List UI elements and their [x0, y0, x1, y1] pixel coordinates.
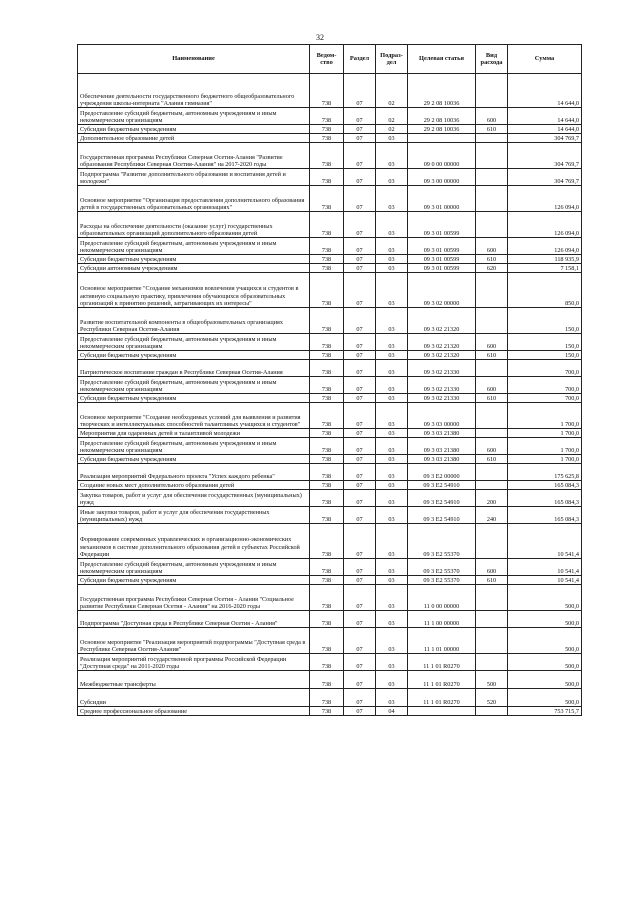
- cell-expense: [476, 212, 508, 238]
- cell-name: Предоставление субсидий бюджетным, автономным учреждениям и иным некоммерческим организациям: [78, 238, 310, 255]
- header-section: Раздел: [344, 45, 376, 74]
- cell-name: Среднее профессиональное образование: [78, 707, 310, 716]
- cell-section: 07: [344, 143, 376, 169]
- cell-subsection: 03: [376, 134, 408, 143]
- cell-target: [408, 707, 476, 716]
- cell-subsection: 03: [376, 524, 408, 559]
- cell-target: 11 1 01 00000: [408, 628, 476, 654]
- cell-subsection: 03: [376, 360, 408, 377]
- cell-sum: 10 541,4: [508, 576, 582, 585]
- cell-section: 07: [344, 403, 376, 429]
- cell-subsection: 03: [376, 585, 408, 611]
- cell-target: 09 3 01 00599: [408, 264, 476, 273]
- cell-target: 09 3 01 00599: [408, 212, 476, 238]
- cell-sum: 304 769,7: [508, 134, 582, 143]
- cell-subsection: 02: [376, 74, 408, 108]
- cell-target: 09 3 01 00000: [408, 186, 476, 212]
- cell-subsection: 03: [376, 351, 408, 360]
- cell-target: 09 3 02 21330: [408, 394, 476, 403]
- table-row: [78, 264, 582, 273]
- cell-target: 11 1 01 R0270: [408, 671, 476, 689]
- cell-expense: 610: [476, 125, 508, 134]
- cell-subsection: 02: [376, 125, 408, 134]
- cell-target: 11 1 01 R0270: [408, 689, 476, 707]
- cell-sum: 150,0: [508, 334, 582, 351]
- cell-name: Предоставление субсидий бюджетным, автономным учреждениям и иным некоммерческим организациям: [78, 559, 310, 576]
- cell-dept: 738: [310, 334, 344, 351]
- cell-sum: 500,0: [508, 654, 582, 671]
- cell-sum: 14 644,0: [508, 125, 582, 134]
- cell-expense: [476, 524, 508, 559]
- header-dept: Ведом-ство: [310, 45, 344, 74]
- cell-section: 07: [344, 394, 376, 403]
- cell-section: 07: [344, 134, 376, 143]
- cell-section: 07: [344, 351, 376, 360]
- cell-expense: [476, 360, 508, 377]
- cell-name: Патриотическое воспитание граждан в Республике Северная Осетия-Алания: [78, 360, 310, 377]
- table-row: [78, 654, 582, 671]
- cell-sum: 165 084,3: [508, 481, 582, 490]
- table-row: [78, 403, 582, 429]
- cell-section: 07: [344, 611, 376, 628]
- cell-subsection: 03: [376, 455, 408, 464]
- cell-section: 07: [344, 707, 376, 716]
- cell-expense: [476, 585, 508, 611]
- table-row: [78, 576, 582, 585]
- cell-dept: 738: [310, 169, 344, 186]
- cell-section: 07: [344, 464, 376, 481]
- cell-subsection: 03: [376, 628, 408, 654]
- cell-name: Создание новых мест дополнительного образования детей: [78, 481, 310, 490]
- cell-sum: 126 094,0: [508, 212, 582, 238]
- cell-expense: 610: [476, 455, 508, 464]
- cell-target: 09 3 03 21380: [408, 429, 476, 438]
- cell-sum: 700,0: [508, 360, 582, 377]
- cell-section: 07: [344, 429, 376, 438]
- cell-sum: 753 715,7: [508, 707, 582, 716]
- cell-name: Основное мероприятие "Организация предоставления дополнительного образования детей в государственных образовательных организациях": [78, 186, 310, 212]
- cell-section: 07: [344, 108, 376, 125]
- cell-expense: [476, 464, 508, 481]
- cell-sum: 126 094,0: [508, 186, 582, 212]
- cell-target: 09 3 E2 54910: [408, 507, 476, 524]
- cell-section: 07: [344, 212, 376, 238]
- cell-target: 09 3 01 00599: [408, 238, 476, 255]
- cell-name: Развитие воспитательной компоненты в общеобразовательных организациях Республики Северная Осетия-Алания: [78, 308, 310, 334]
- cell-target: 09 3 01 00599: [408, 255, 476, 264]
- cell-expense: 610: [476, 255, 508, 264]
- cell-sum: 150,0: [508, 308, 582, 334]
- table-row: [78, 559, 582, 576]
- cell-section: 07: [344, 238, 376, 255]
- cell-subsection: 03: [376, 394, 408, 403]
- cell-expense: 600: [476, 108, 508, 125]
- cell-sum: 118 935,9: [508, 255, 582, 264]
- cell-name: Мероприятия для одаренных детей и талантливой молодежи: [78, 429, 310, 438]
- cell-target: 09 3 E2 54910: [408, 490, 476, 507]
- cell-name: Субсидии бюджетным учреждениям: [78, 576, 310, 585]
- cell-section: 07: [344, 255, 376, 264]
- table-row: [78, 255, 582, 264]
- cell-name: Закупка товаров, работ и услуг для обеспечения государственных (муниципальных) нужд: [78, 490, 310, 507]
- cell-subsection: 03: [376, 186, 408, 212]
- cell-subsection: 03: [376, 238, 408, 255]
- cell-section: 07: [344, 524, 376, 559]
- cell-sum: 7 158,1: [508, 264, 582, 273]
- cell-dept: 738: [310, 671, 344, 689]
- cell-dept: 738: [310, 559, 344, 576]
- cell-section: 07: [344, 559, 376, 576]
- cell-expense: 600: [476, 438, 508, 455]
- cell-subsection: 03: [376, 273, 408, 308]
- cell-dept: 738: [310, 455, 344, 464]
- cell-name: Государственная программа Республики Северная Осетия - Алания "Социальное развитие Республики Северная Осетия - Алания" на 2016-2020 годы: [78, 585, 310, 611]
- cell-section: 07: [344, 628, 376, 654]
- cell-expense: 520: [476, 689, 508, 707]
- cell-dept: 738: [310, 74, 344, 108]
- cell-dept: 738: [310, 377, 344, 394]
- header-subsection: Подраз-дел: [376, 45, 408, 74]
- table-row: [78, 438, 582, 455]
- table-row: [78, 429, 582, 438]
- header-name: Наименование: [78, 45, 310, 74]
- cell-section: 07: [344, 654, 376, 671]
- cell-target: 29 2 08 10036: [408, 74, 476, 108]
- cell-section: 07: [344, 490, 376, 507]
- cell-dept: 738: [310, 403, 344, 429]
- cell-dept: 738: [310, 689, 344, 707]
- table-row: [78, 334, 582, 351]
- cell-sum: 850,0: [508, 273, 582, 308]
- cell-expense: [476, 74, 508, 108]
- cell-dept: 738: [310, 429, 344, 438]
- cell-target: 09 3 E2 55370: [408, 559, 476, 576]
- cell-section: 07: [344, 438, 376, 455]
- cell-dept: 738: [310, 125, 344, 134]
- cell-target: 09 3 03 00000: [408, 403, 476, 429]
- cell-target: 09 3 02 00000: [408, 273, 476, 308]
- cell-name: Предоставление субсидий бюджетным, автономным учреждениям и иным некоммерческим организациям: [78, 334, 310, 351]
- cell-name: Предоставление субсидий бюджетным, автономным учреждениям и иным некоммерческим организациям: [78, 438, 310, 455]
- table-header-row: [78, 45, 582, 74]
- page-number: 32: [316, 33, 324, 42]
- cell-name: Основное мероприятие "Создание необходимых условий для выявления и развития творческих и интеллектуальных способностей талантливых учащихся и студентов": [78, 403, 310, 429]
- cell-name: Субсидии автономным учреждениям: [78, 264, 310, 273]
- table-row: [78, 143, 582, 169]
- cell-subsection: 04: [376, 707, 408, 716]
- cell-section: 07: [344, 264, 376, 273]
- table-row: [78, 689, 582, 707]
- cell-section: 07: [344, 585, 376, 611]
- cell-dept: 738: [310, 264, 344, 273]
- cell-section: 07: [344, 186, 376, 212]
- cell-name: Подпрограмма "Доступная среда в Республике Северная Осетия - Алания": [78, 611, 310, 628]
- cell-name: Субсидии бюджетным учреждениям: [78, 394, 310, 403]
- cell-name: Обеспечение деятельности государственного бюджетного общеобразовательного учреждения школы-интерната "Алания гимназия": [78, 74, 310, 108]
- cell-subsection: 03: [376, 481, 408, 490]
- cell-dept: 738: [310, 524, 344, 559]
- cell-section: 07: [344, 74, 376, 108]
- cell-subsection: 03: [376, 255, 408, 264]
- cell-name: Межбюджетные трансферты: [78, 671, 310, 689]
- cell-name: Расходы на обеспечение деятельности (оказание услуг) государственных образовательных организаций дополнительного образования детей: [78, 212, 310, 238]
- cell-target: 09 3 00 00000: [408, 169, 476, 186]
- cell-dept: 738: [310, 238, 344, 255]
- cell-expense: [476, 654, 508, 671]
- table-row: [78, 671, 582, 689]
- cell-expense: 610: [476, 394, 508, 403]
- cell-dept: 738: [310, 143, 344, 169]
- cell-expense: [476, 308, 508, 334]
- cell-sum: 10 541,4: [508, 524, 582, 559]
- cell-target: 09 0 00 00000: [408, 143, 476, 169]
- cell-name: Субсидии бюджетным учреждениям: [78, 455, 310, 464]
- cell-dept: 738: [310, 186, 344, 212]
- cell-target: 09 3 02 21320: [408, 308, 476, 334]
- cell-dept: 738: [310, 351, 344, 360]
- cell-dept: 738: [310, 654, 344, 671]
- cell-subsection: 03: [376, 169, 408, 186]
- table-row: [78, 490, 582, 507]
- cell-target: 11 1 01 R0270: [408, 654, 476, 671]
- cell-name: Государственная программа Республики Северная Осетия-Алания "Развитие образования Республики Северная Осетия-Алания" на 2017-2020 годы: [78, 143, 310, 169]
- cell-name: Основное мероприятие "Реализация мероприятий подпрограммы "Доступная среда в Республике Северная Осетия-Алания": [78, 628, 310, 654]
- cell-dept: 738: [310, 134, 344, 143]
- cell-subsection: 02: [376, 108, 408, 125]
- table-row: [78, 507, 582, 524]
- cell-dept: 738: [310, 464, 344, 481]
- table-row: [78, 186, 582, 212]
- table-row: [78, 394, 582, 403]
- table-row: [78, 360, 582, 377]
- cell-subsection: 03: [376, 654, 408, 671]
- cell-dept: 738: [310, 255, 344, 264]
- cell-sum: 1 700,0: [508, 403, 582, 429]
- cell-subsection: 03: [376, 576, 408, 585]
- cell-subsection: 03: [376, 212, 408, 238]
- cell-name: Предоставление субсидий бюджетным, автономным учреждениям и иным некоммерческим организациям: [78, 108, 310, 125]
- header-target: Целевая статья: [408, 45, 476, 74]
- cell-expense: [476, 429, 508, 438]
- cell-sum: 150,0: [508, 351, 582, 360]
- cell-subsection: 03: [376, 689, 408, 707]
- table-row: [78, 238, 582, 255]
- cell-expense: [476, 628, 508, 654]
- cell-dept: 738: [310, 507, 344, 524]
- cell-section: 07: [344, 671, 376, 689]
- cell-target: 09 3 02 21320: [408, 351, 476, 360]
- cell-expense: 200: [476, 490, 508, 507]
- cell-name: Субсидии бюджетным учреждениям: [78, 125, 310, 134]
- cell-expense: 620: [476, 264, 508, 273]
- cell-sum: 14 644,0: [508, 108, 582, 125]
- cell-expense: 500: [476, 671, 508, 689]
- cell-subsection: 03: [376, 490, 408, 507]
- cell-expense: [476, 143, 508, 169]
- cell-sum: 126 094,0: [508, 238, 582, 255]
- cell-target: 11 0 00 00000: [408, 585, 476, 611]
- cell-name: Субсидии бюджетным учреждениям: [78, 351, 310, 360]
- cell-subsection: 03: [376, 438, 408, 455]
- cell-dept: 738: [310, 394, 344, 403]
- cell-sum: 14 644,0: [508, 74, 582, 108]
- cell-sum: 700,0: [508, 377, 582, 394]
- cell-sum: 304 769,7: [508, 143, 582, 169]
- cell-subsection: 03: [376, 377, 408, 394]
- cell-expense: 240: [476, 507, 508, 524]
- cell-sum: 500,0: [508, 628, 582, 654]
- cell-dept: 738: [310, 707, 344, 716]
- cell-sum: 1 700,0: [508, 438, 582, 455]
- cell-dept: 738: [310, 611, 344, 628]
- cell-target: 09 3 02 21330: [408, 377, 476, 394]
- table-row: [78, 628, 582, 654]
- cell-expense: [476, 169, 508, 186]
- cell-sum: 700,0: [508, 394, 582, 403]
- cell-dept: 738: [310, 212, 344, 238]
- cell-dept: 738: [310, 308, 344, 334]
- table-row: [78, 707, 582, 716]
- cell-subsection: 03: [376, 671, 408, 689]
- cell-sum: 304 769,7: [508, 169, 582, 186]
- cell-dept: 738: [310, 628, 344, 654]
- cell-section: 07: [344, 334, 376, 351]
- cell-target: 11 1 00 00000: [408, 611, 476, 628]
- cell-name: Формирование современных управленческих и организационно-экономических механизмов в системе дополнительного образования детей в субъектах Российской Федерации: [78, 524, 310, 559]
- cell-name: Иные закупки товаров, работ и услуг для обеспечения государственных (муниципальных) нужд: [78, 507, 310, 524]
- cell-name: Дополнительное образование детей: [78, 134, 310, 143]
- cell-expense: [476, 707, 508, 716]
- cell-sum: 10 541,4: [508, 559, 582, 576]
- cell-sum: 500,0: [508, 671, 582, 689]
- cell-target: 29 2 08 10036: [408, 108, 476, 125]
- cell-subsection: 03: [376, 611, 408, 628]
- table-row: [78, 464, 582, 481]
- cell-section: 07: [344, 481, 376, 490]
- cell-target: 09 3 03 21380: [408, 438, 476, 455]
- table-row: [78, 481, 582, 490]
- table-row: [78, 524, 582, 559]
- cell-section: 07: [344, 377, 376, 394]
- cell-target: 29 2 08 10036: [408, 125, 476, 134]
- table-row: [78, 455, 582, 464]
- cell-section: 07: [344, 689, 376, 707]
- table-row: [78, 125, 582, 134]
- cell-target: 09 3 02 21330: [408, 360, 476, 377]
- cell-dept: 738: [310, 481, 344, 490]
- cell-name: Основное мероприятие "Создание механизмов вовлечения учащихся и студентов в активную социальную практику, привлечения обучающихся образовательных организаций к принятию решений, затрагивающих их интересы": [78, 273, 310, 308]
- cell-expense: [476, 273, 508, 308]
- table-row: [78, 611, 582, 628]
- table-row: [78, 212, 582, 238]
- cell-expense: [476, 403, 508, 429]
- cell-dept: 738: [310, 360, 344, 377]
- cell-expense: 600: [476, 377, 508, 394]
- cell-dept: 738: [310, 108, 344, 125]
- cell-section: 07: [344, 169, 376, 186]
- cell-name: Подпрограмма "Развитие дополнительного образования и воспитания детей и молодежи": [78, 169, 310, 186]
- cell-section: 07: [344, 273, 376, 308]
- table-row: [78, 308, 582, 334]
- budget-table: [77, 44, 582, 716]
- cell-name: Субсидии бюджетным учреждениям: [78, 255, 310, 264]
- cell-name: Реализация мероприятий Федерального проекта "Успех каждого ребенка": [78, 464, 310, 481]
- header-sum: Сумма: [508, 45, 582, 74]
- cell-section: 07: [344, 507, 376, 524]
- cell-expense: 600: [476, 238, 508, 255]
- cell-subsection: 03: [376, 264, 408, 273]
- cell-section: 07: [344, 455, 376, 464]
- table-row: [78, 377, 582, 394]
- cell-section: 07: [344, 576, 376, 585]
- cell-target: 09 3 02 21320: [408, 334, 476, 351]
- cell-subsection: 03: [376, 403, 408, 429]
- cell-sum: 500,0: [508, 689, 582, 707]
- table-row: [78, 351, 582, 360]
- cell-sum: 1 700,0: [508, 429, 582, 438]
- cell-dept: 738: [310, 490, 344, 507]
- table-row: [78, 169, 582, 186]
- cell-subsection: 03: [376, 308, 408, 334]
- table-row: [78, 273, 582, 308]
- cell-expense: [476, 134, 508, 143]
- cell-name: Реализация мероприятий государственной программы Российской Федерации "Доступная среда" на 2011-2020 годы: [78, 654, 310, 671]
- cell-subsection: 03: [376, 507, 408, 524]
- cell-sum: 165 084,3: [508, 490, 582, 507]
- cell-sum: 500,0: [508, 611, 582, 628]
- cell-dept: 738: [310, 576, 344, 585]
- cell-expense: 600: [476, 334, 508, 351]
- cell-target: 09 3 E2 55370: [408, 524, 476, 559]
- cell-section: 07: [344, 360, 376, 377]
- cell-name: Предоставление субсидий бюджетным, автономным учреждениям и иным некоммерческим организациям: [78, 377, 310, 394]
- cell-dept: 738: [310, 273, 344, 308]
- cell-expense: [476, 611, 508, 628]
- table-row: [78, 134, 582, 143]
- cell-sum: 165 084,3: [508, 507, 582, 524]
- cell-target: 09 3 E2 55370: [408, 576, 476, 585]
- cell-expense: [476, 481, 508, 490]
- cell-expense: 600: [476, 559, 508, 576]
- cell-section: 07: [344, 125, 376, 134]
- cell-sum: 175 625,8: [508, 464, 582, 481]
- cell-expense: 610: [476, 576, 508, 585]
- cell-expense: [476, 186, 508, 212]
- cell-section: 07: [344, 308, 376, 334]
- cell-sum: 1 700,0: [508, 455, 582, 464]
- cell-target: 09 3 E2 54910: [408, 481, 476, 490]
- header-expense: Вид расхода: [476, 45, 508, 74]
- table-row: [78, 108, 582, 125]
- cell-target: 09 3 E2 00000: [408, 464, 476, 481]
- cell-subsection: 03: [376, 334, 408, 351]
- cell-subsection: 03: [376, 559, 408, 576]
- table-body: [78, 74, 582, 716]
- cell-sum: 500,0: [508, 585, 582, 611]
- table-row: [78, 585, 582, 611]
- cell-name: Субсидии: [78, 689, 310, 707]
- cell-target: [408, 134, 476, 143]
- cell-expense: 610: [476, 351, 508, 360]
- cell-dept: 738: [310, 585, 344, 611]
- cell-subsection: 03: [376, 464, 408, 481]
- table-row: [78, 74, 582, 108]
- cell-subsection: 03: [376, 429, 408, 438]
- cell-target: 09 3 03 21380: [408, 455, 476, 464]
- cell-subsection: 03: [376, 143, 408, 169]
- cell-dept: 738: [310, 438, 344, 455]
